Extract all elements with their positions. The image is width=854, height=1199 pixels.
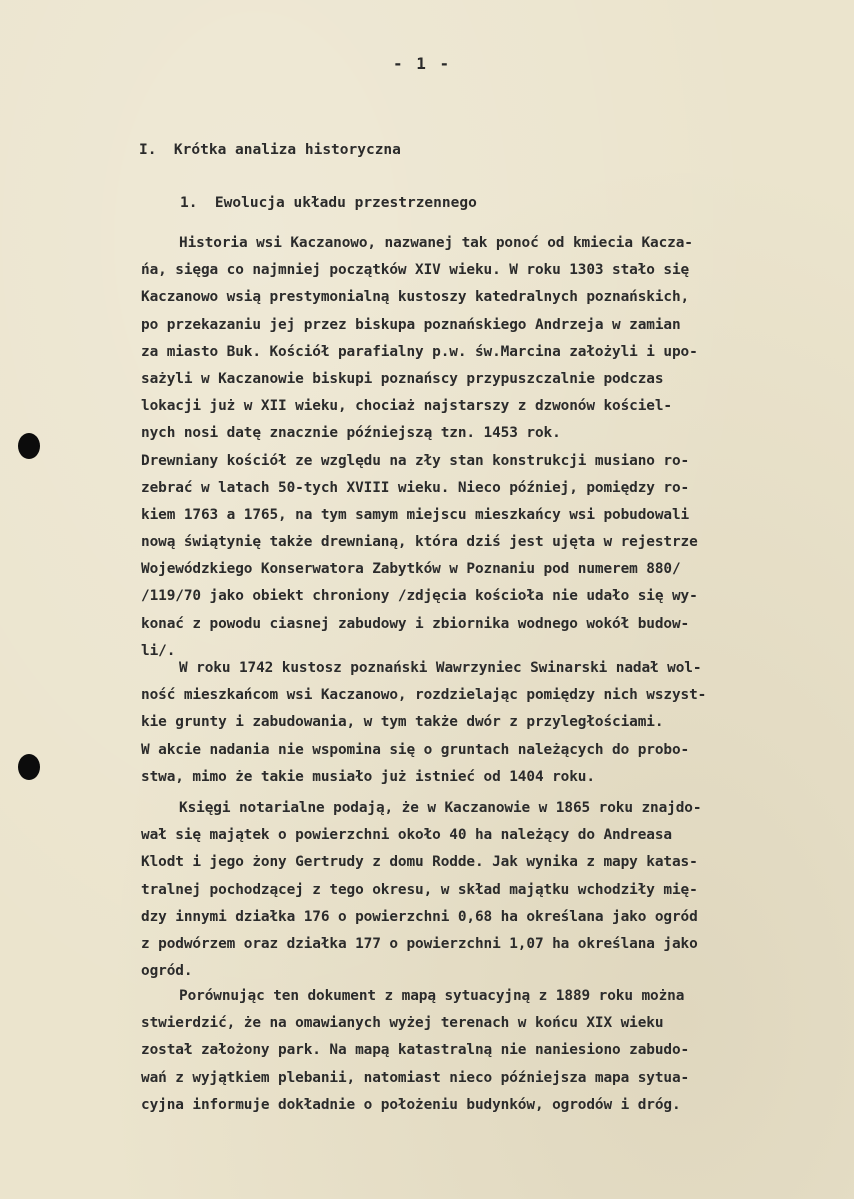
text-line: cyjna informuje dokładnie o położeniu budynków, ogrodów i dróg. xyxy=(141,1096,681,1113)
text-line: W roku 1742 kustosz poznański Wawrzyniec Swinarski nadał wol- xyxy=(179,660,702,676)
text-line: W akcie nadania nie wspomina się o gruntach należących do probo- xyxy=(141,741,690,758)
text-line: nych nosi datę znacznie późniejszą tzn. 1453 rok. xyxy=(141,425,561,442)
text-line: lokacji już w XII wieku, chociaż najstarszy z dzwonów kościel- xyxy=(141,398,672,415)
text-line: za miasto Buk. Kościół parafialny p.w. św.Marcina założyli i upo- xyxy=(141,343,698,360)
text-line: /119/70 jako obiekt chroniony /zdjęcia kościoła nie udało się wy- xyxy=(141,588,698,605)
text-line: zebrać w latach 50-tych XVIII wieku. Nieco później, pomiędzy ro- xyxy=(141,479,690,496)
text-line: stwierdzić, że na omawianych wyżej terenach w końcu XIX wieku xyxy=(141,1015,664,1032)
punch-hole xyxy=(18,433,40,459)
punch-hole xyxy=(18,754,40,780)
text-line: z podwórzem oraz działka 177 o powierzchni 1,07 ha określana jako xyxy=(141,935,698,952)
text-line: kie grunty i zabudowania, w tym także dwór z przyległościami. xyxy=(141,714,664,731)
text-line: został założony park. Na mapą katastralną nie naniesiono zabudo- xyxy=(141,1042,690,1059)
text-line: li/. xyxy=(141,642,176,659)
text-line: Wojewódzkiego Konserwatora Zabytków w Poznaniu pod numerem 880/ xyxy=(141,561,681,578)
paragraph xyxy=(141,983,841,1119)
text-line: stwa, mimo że takie musiało już istnieć od 1404 roku. xyxy=(141,768,595,785)
text-line: ńa, sięga co najmniej początków XIV wieku. W roku 1303 stało się xyxy=(141,262,690,279)
text-line: Historia wsi Kaczanowo, nazwanej tak ponoć od kmiecia Kacza- xyxy=(179,235,693,251)
text-line: konać z powodu ciasnej zabudowy i zbiornika wodnego wokół budow- xyxy=(141,615,690,632)
section-heading: 1. Ewolucja układu przestrzennego xyxy=(180,195,477,211)
text-line: Klodt i jego żony Gertrudy z domu Rodde. Jak wynika z mapy katas- xyxy=(141,854,698,871)
text-line: kiem 1763 a 1765, na tym samym miejscu mieszkańcy wsi pobudowali xyxy=(141,506,690,523)
paragraph xyxy=(141,795,841,985)
text-line: tralnej pochodzącej z tego okresu, w skład majątku wchodziły mię- xyxy=(141,881,698,898)
text-line: nową świątynię także drewnianą, która dziś jest ujęta w rejestrze xyxy=(141,534,698,551)
text-line: po przekazaniu jej przez biskupa poznańskiego Andrzeja w zamian xyxy=(141,316,681,333)
text-line: Kaczanowo wsią prestymonialną kustoszy katedralnych poznańskich, xyxy=(141,289,690,306)
text-line: ność mieszkańcom wsi Kaczanowo, rozdzielając pomiędzy nich wszyst- xyxy=(141,687,707,704)
text-line: wał się majątek o powierzchni około 40 ha należący do Andreasa xyxy=(141,827,672,844)
page-number: - 1 - xyxy=(393,54,452,73)
text-line: Księgi notarialne podają, że w Kaczanowie w 1865 roku znajdo- xyxy=(179,800,702,816)
text-line: sażyli w Kaczanowie biskupi poznańscy przypuszczalnie podczas xyxy=(141,370,664,387)
text-line: Drewniany kościół ze względu na zły stan konstrukcji musiano ro- xyxy=(141,452,690,469)
text-line: Porównując ten dokument z mapą sytuacyjną z 1889 roku można xyxy=(179,988,685,1004)
text-line: wań z wyjątkiem plebanii, natomiast nieco późniejsza mapa sytua- xyxy=(141,1069,690,1086)
paragraph xyxy=(141,230,841,665)
chapter-heading: I. Krótka analiza historyczna xyxy=(139,142,401,158)
paragraph xyxy=(141,655,841,791)
text-line: ogród. xyxy=(141,963,193,980)
text-line: dzy innymi działka 176 o powierzchni 0,68 ha określana jako ogród xyxy=(141,908,698,925)
